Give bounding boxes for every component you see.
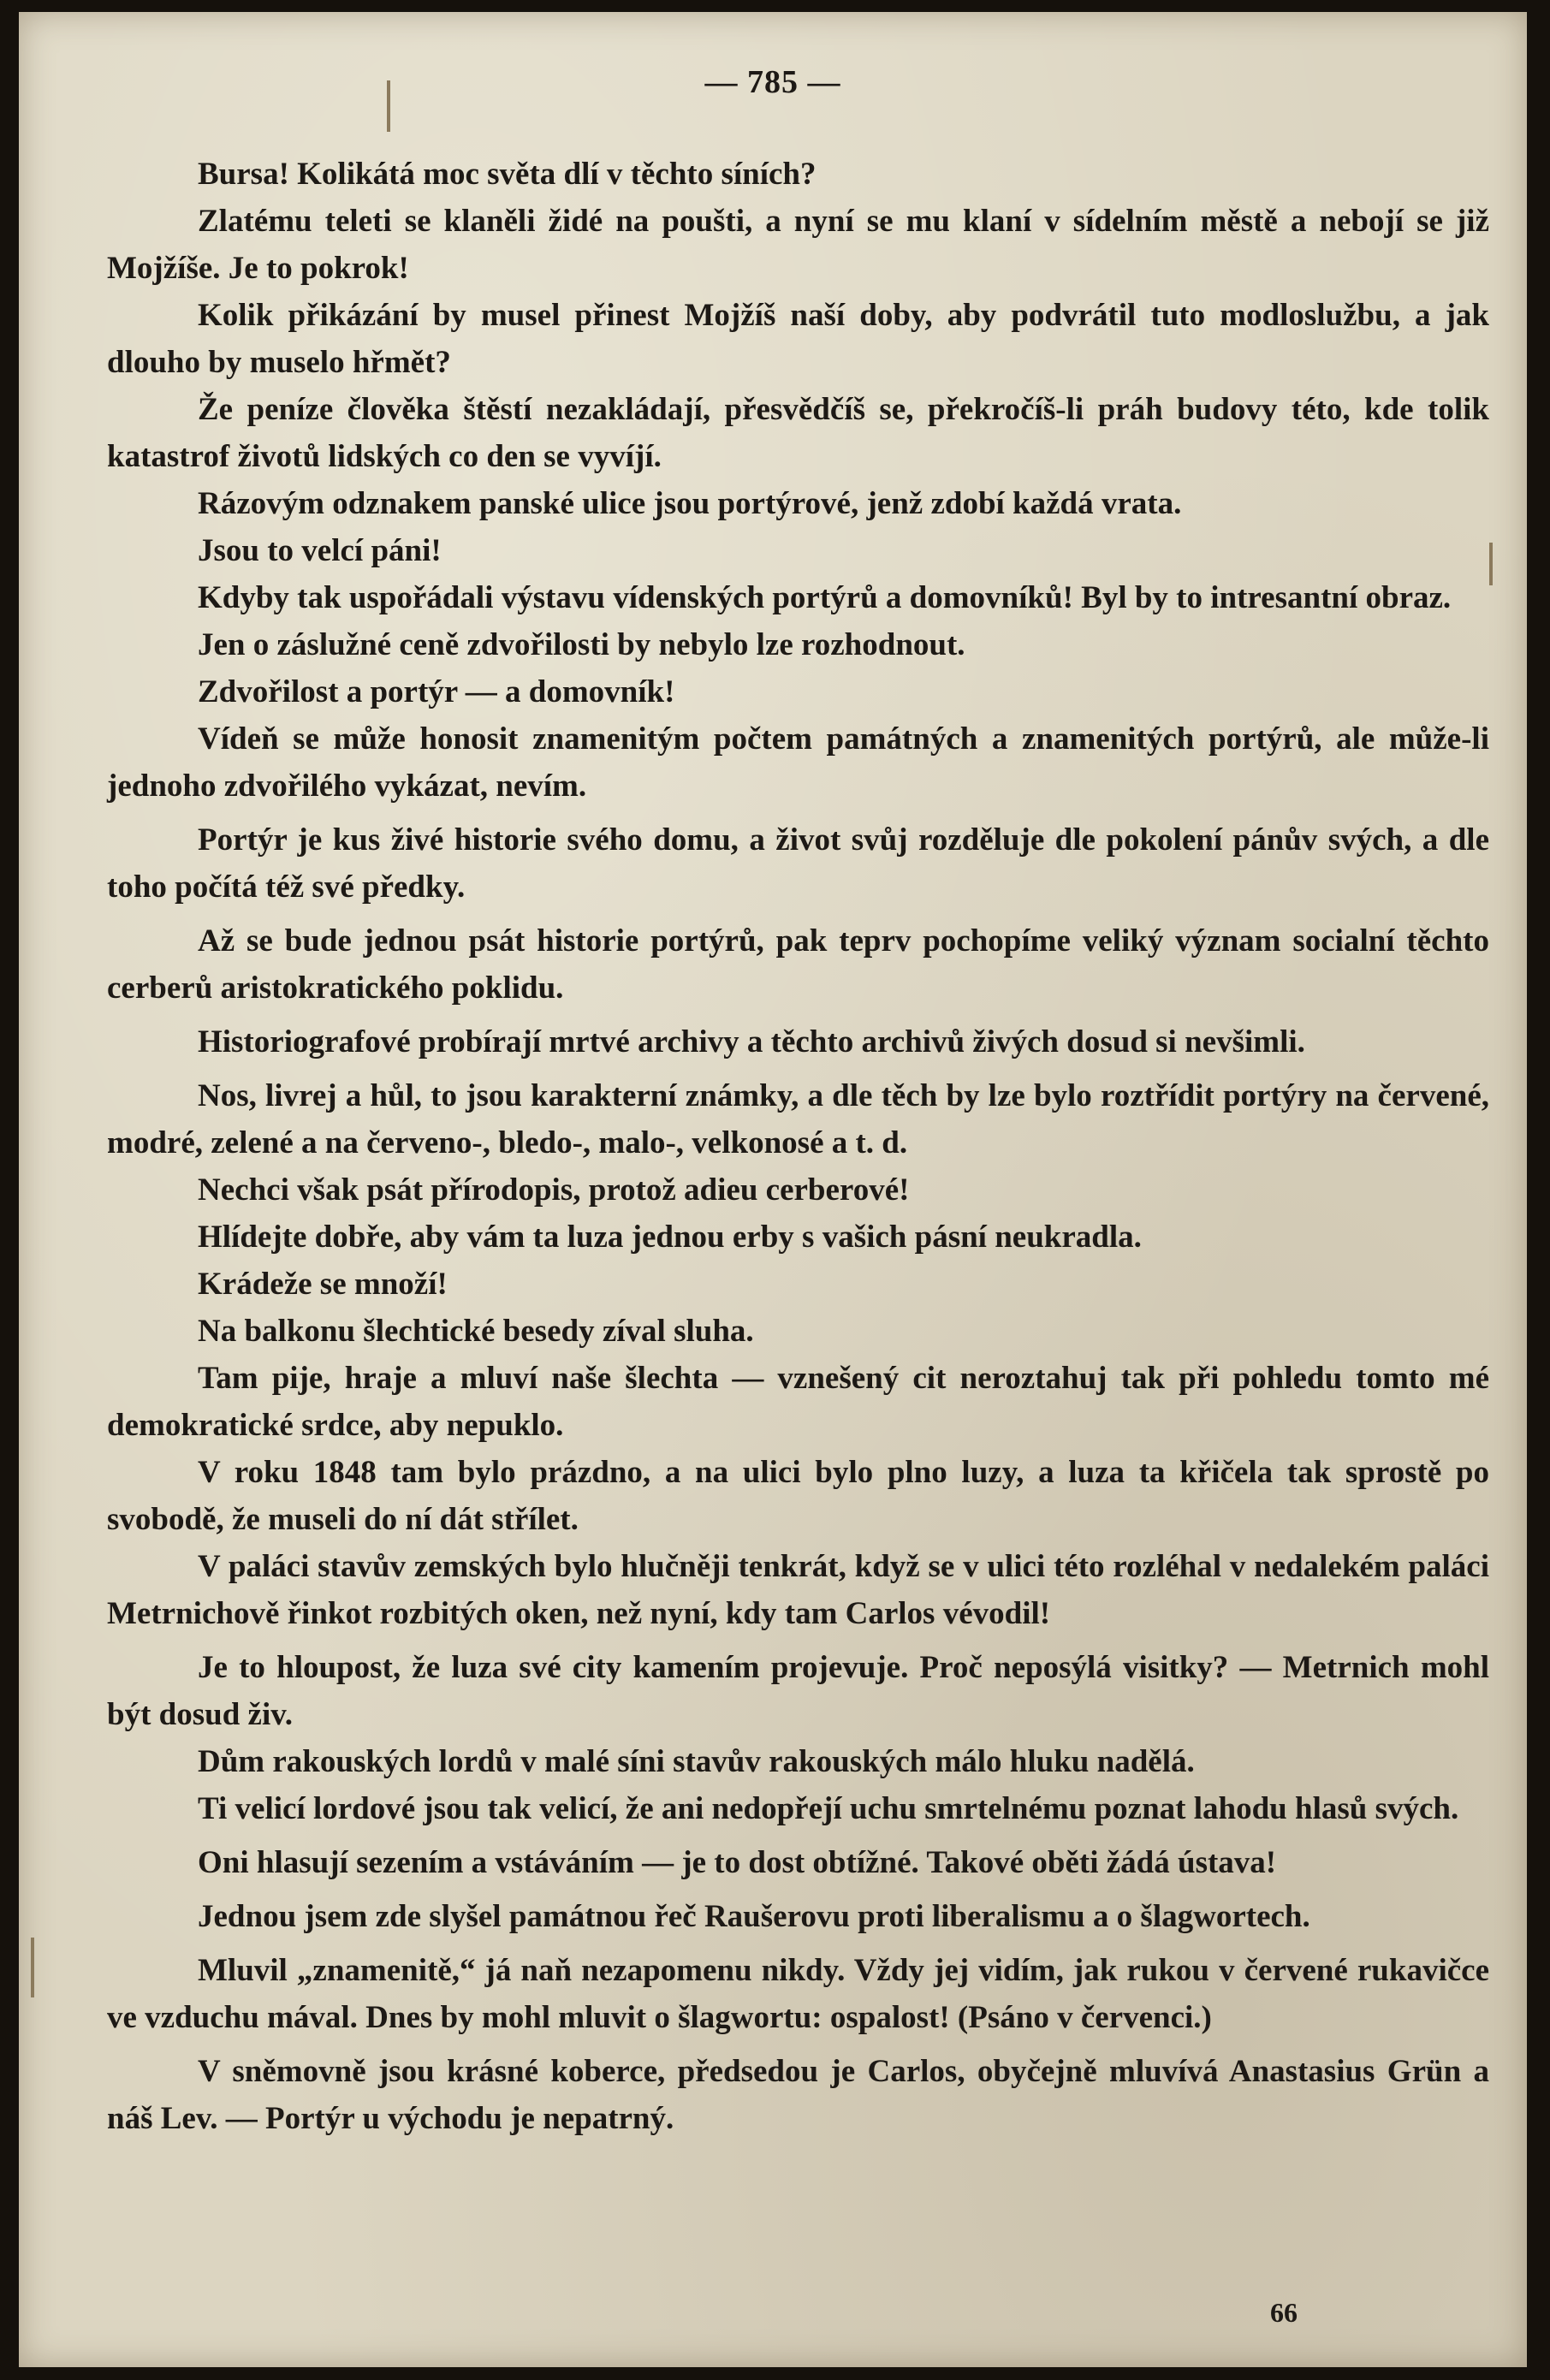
paragraph: Oni hlasují sezením a vstáváním — je to dost obtížné. Takové oběti žádá ústava! <box>198 1845 1277 1880</box>
paragraph: Zdvořilost a portýr — a domovník! <box>198 674 675 709</box>
paragraph: Jen o záslužné ceně zdvořilosti by nebylo lze rozhodnout. <box>198 627 965 662</box>
paragraph: Krádeže se množí! <box>198 1267 448 1302</box>
book-page <box>19 12 1527 2367</box>
paragraph: Nechci však psát přírodopis, protož adieu cerberové! <box>198 1172 910 1208</box>
paragraph: V paláci stavův zemských bylo hlučněji tenkrát, když se v ulici této rozléhal v nedalekém paláci Metrnichově řinkot rozbitých oken, než nyní, kdy tam Carlos vévodil! <box>107 1549 1489 1631</box>
paragraph: Jednou jsem zde slyšel památnou řeč Raušerovu proti liberalismu a o šlagwortech. <box>198 1899 1310 1934</box>
paragraph: Na balkonu šlechtické besedy zíval sluha. <box>198 1314 754 1349</box>
paragraph: Kolik přikázání by musel přinest Mojžíš naší doby, aby podvrátil tuto modloslužbu, a jak dlouho by muselo hřmět? <box>107 298 1489 380</box>
text-body <box>107 151 1489 2142</box>
paragraph: Kdyby tak uspořádali výstavu vídenských portýrů a domovníků! Byl by to intresantní obraz. <box>198 580 1452 615</box>
paragraph: Rázovým odznakem panské ulice jsou portýrové, jenž zdobí každá vrata. <box>198 486 1182 521</box>
paragraph: Zlatému teleti se klaněli židé na poušti, a nyní se mu klaní v sídelním městě a nebojí se již Mojžíše. Je to pokrok! <box>107 204 1489 286</box>
paragraph: Historiografové probírají mrtvé archivy a těchto archivů živých dosud si nevšimli. <box>198 1024 1305 1059</box>
ink-mark <box>31 1938 34 1997</box>
paragraph: V roku 1848 tam bylo prázdno, a na ulici bylo plno luzy, a luza ta křičela tak sprostě po svobodě, že museli do ní dát střílet. <box>107 1455 1489 1537</box>
paragraph: Bursa! Kolikátá moc světa dlí v těchto síních? <box>198 157 817 192</box>
paragraph: Jsou to velcí páni! <box>198 533 442 568</box>
paragraph: Že peníze člověka štěstí nezakládají, přesvědčíš se, překročíš-li práh budovy této, kde tolik katastrof životů lidských co den se vyvíjí. <box>107 392 1489 474</box>
paragraph: Hlídejte dobře, aby vám ta luza jednou erby s vašich pásní neukradla. <box>198 1220 1142 1255</box>
paragraph: Až se bude jednou psát historie portýrů, pak teprv pochopíme veliký význam socialní těchto cerberů aristokratického poklidu. <box>107 923 1489 1006</box>
paragraph: Mluvil „znamenitě,“ já naň nezapomenu nikdy. Vždy jej vidím, jak rukou v červené rukavičce ve vzduchu mával. Dnes by mohl mluvit o šlagwortu: ospalost! (Psáno v červenci.) <box>107 1953 1489 2035</box>
paragraph: Tam pije, hraje a mluví naše šlechta — vznešený cit neroztahuj tak při pohledu tomto mé demokratické srdce, aby nepuklo. <box>107 1361 1489 1443</box>
signature-mark: 66 <box>1270 2297 1298 2328</box>
paragraph: Vídeň se může honosit znamenitým počtem památných a znamenitých portýrů, ale může-li jednoho zdvořilého vykázat, nevím. <box>107 721 1489 804</box>
paragraph: V sněmovně jsou krásné koberce, předsedou je Carlos, obyčejně mluvívá Anastasius Grün a náš Lev. — Portýr u východu je nepatrný. <box>107 2054 1489 2136</box>
paragraph: Nos, livrej a hůl, to jsou karakterní známky, a dle těch by lze bylo roztřídit portýry na červené, modré, zelené a na červeno-, bledo-, malo-, velkonosé a t. d. <box>107 1078 1489 1160</box>
paragraph: Dům rakouských lordů v malé síni stavův rakouských málo hluku nadělá. <box>198 1744 1195 1779</box>
page-number: — 785 — <box>704 64 841 100</box>
paragraph: Portýr je kus živé historie svého domu, a život svůj rozděluje dle pokolení pánův svých, a dle toho počítá též své předky. <box>107 822 1489 905</box>
paragraph: Ti velicí lordové jsou tak velicí, že ani nedopřejí uchu smrtelnému poznat lahodu hlasů svých. <box>198 1791 1459 1826</box>
paragraph: Je to hloupost, že luza své city kamením projevuje. Proč neposýlá visitky? — Metrnich mohl být dosud živ. <box>107 1650 1489 1732</box>
ink-mark <box>1489 543 1493 585</box>
